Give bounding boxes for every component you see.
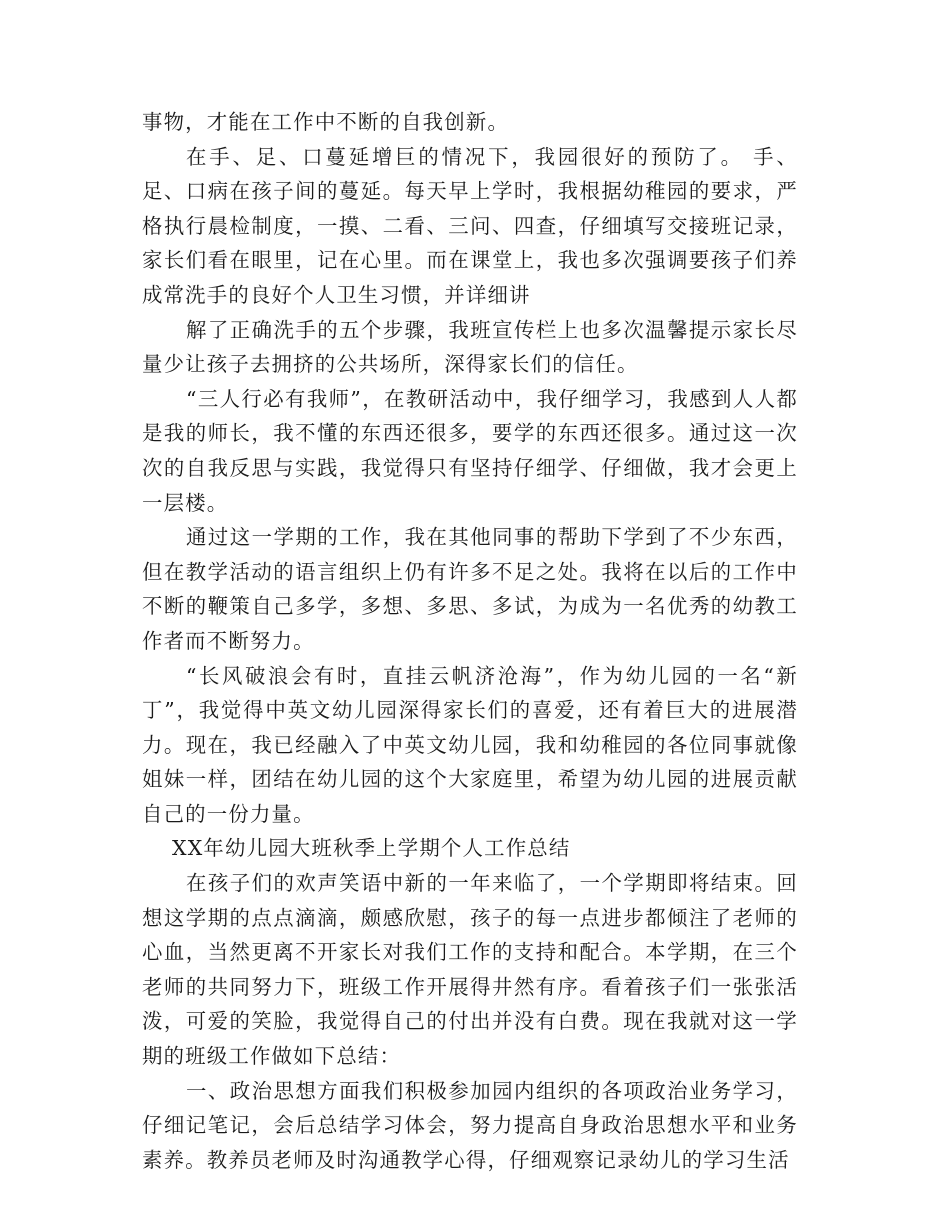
paragraph-6: “长风破浪会有时，直挂云帆济沧海”，作为幼儿园的一名“新丁”，我觉得中英文幼儿园深得家长们的喜爱，还有着巨大的进展潜力。现在，我已经融入了中英文幼儿园，我和幼稚园的各位同事就像姐妹一样，团结在幼儿园的这个大家庭里，希望为幼儿园的进展贡献自己的一份力量。 — [142, 663, 798, 826]
paragraph-5: 通过这一学期的工作，我在其他同事的帮助下学到了不少东西，但在教学活动的语言组织上仍有许多不足之处。我将在以后的工作中不断的鞭策自己多学，多想、多思、多试，为成为一名优秀的幼教工作者而不断努力。 — [142, 525, 798, 653]
paragraph-2: 在手、足、口蔓延增巨的情况下，我园很好的预防了。 手、足、口病在孩子间的蔓延。每天早上学时，我根据幼稚园的要求，严格执行晨检制度，一摸、二看、三问、四查，仔细填写交接班记录，家长们看在眼里，记在心里。而在课堂上，我也多次强调要孩子们养成常洗手的良好个人卫生习惯，并详细讲 — [142, 144, 798, 307]
paragraph-4: “三人行必有我师”，在教研活动中，我仔细学习，我感到人人都是我的师长，我不懂的东西还很多，要学的东西还很多。通过这一次次的自我反思与实践，我觉得只有坚持仔细学、仔细做，我才会更上一层楼。 — [142, 386, 798, 515]
paragraph-3: 解了正确洗手的五个步骤，我班宣传栏上也多次温馨提示家长尽量少让孩子去拥挤的公共场所，深得家长们的信任。 — [142, 317, 798, 377]
paragraph-1: 事物，才能在工作中不断的自我创新。 — [142, 110, 510, 134]
paragraph-9: 一、政治思想方面我们积极参加园内组织的各项政治业务学习，仔细记笔记，会后总结学习体会，努力提高自身政治思想水平和业务素养。教养员老师及时沟通教学心得，仔细观察记录幼儿的学习生活 — [142, 1078, 798, 1172]
document-body — [142, 105, 798, 1177]
paragraph-8: 在孩子们的欢声笑语中新的一年来临了，一个学期即将结束。回想这学期的点点滴滴，颇感欣慰，孩子的每一点进步都倾注了老师的心血，当然更离不开家长对我们工作的支持和配合。本学期，在三个老师的共同努力下，班级工作开展得井然有序。看着孩子们一张张活泼，可爱的笑脸，我觉得自己的付出并没有白费。现在我就对这一学期的班级工作做如下总结： — [142, 871, 798, 1069]
section-title: XX年幼儿园大班秋季上学期个人工作总结 — [172, 836, 571, 861]
